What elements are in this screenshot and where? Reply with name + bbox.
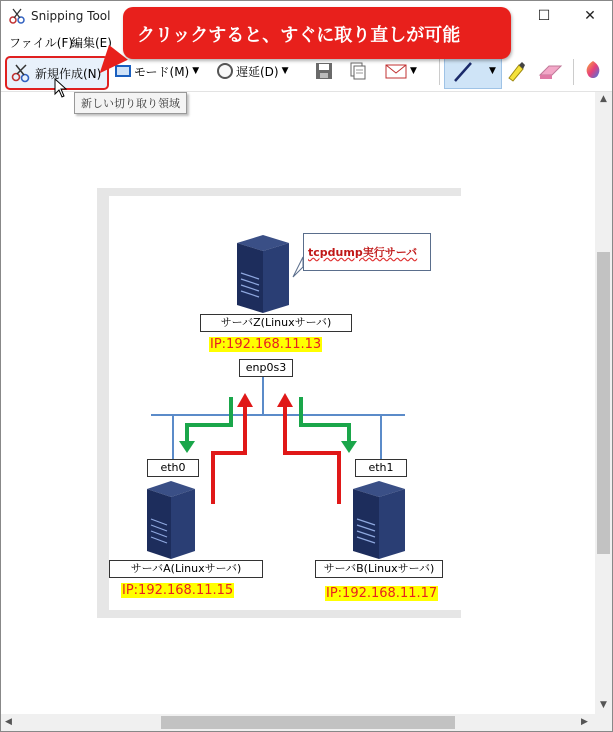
server-a-icon	[147, 481, 195, 559]
arrow-head	[277, 393, 293, 407]
new-snip-label: 新規作成(N)	[35, 66, 102, 81]
vertical-scroll-thumb[interactable]	[597, 252, 610, 554]
tcpdump-callout	[303, 233, 431, 271]
window-title: Snipping Tool	[31, 9, 111, 23]
server-a-ip: IP:192.168.11.15	[122, 583, 234, 598]
server-a-label: サーバA(Linuxサーバ)	[109, 560, 263, 578]
arrow-head	[341, 441, 357, 453]
tcpdump-callout-pointer	[293, 257, 303, 277]
vertical-scrollbar[interactable]	[595, 92, 612, 714]
menu-file[interactable]: ファイル(F)	[9, 36, 74, 50]
server-b-icon	[353, 481, 405, 559]
green-arrow-right	[301, 397, 349, 443]
mouse-cursor-icon	[54, 78, 68, 98]
arrow-head	[237, 393, 253, 407]
tcpdump-label: tcpdump実行サーバ	[308, 246, 418, 259]
chevron-down-icon: ▼	[192, 66, 200, 76]
server-b-ip: IP:192.168.11.17	[326, 586, 438, 601]
server-z-ip: IP:192.168.11.13	[210, 337, 322, 352]
server-b-label: サーバB(Linuxサーバ)	[315, 560, 443, 578]
server-z-icon	[237, 235, 289, 313]
server-z-interface: enp0s3	[239, 359, 293, 377]
delay-label: 遅延(D)	[236, 64, 279, 79]
green-arrow-left	[187, 397, 231, 443]
server-a-interface: eth0	[147, 459, 199, 477]
server-z-label: サーバZ(Linuxサーバ)	[200, 314, 352, 332]
close-button[interactable]: ✕	[584, 8, 596, 24]
chevron-down-icon: ▼	[281, 66, 289, 76]
arrow-head	[179, 441, 195, 453]
horizontal-scrollbar[interactable]	[1, 714, 595, 731]
chevron-down-icon: ▼	[410, 66, 417, 76]
horizontal-scroll-thumb[interactable]	[161, 716, 455, 729]
annotation-callout	[123, 7, 511, 59]
new-snip-tooltip: 新しい切り取り領域	[74, 92, 187, 114]
chevron-down-icon: ▼	[489, 66, 496, 76]
scroll-up-icon[interactable]: ▲	[600, 94, 607, 104]
scrollbar-corner	[595, 714, 612, 731]
callout-text: クリックすると、すぐに取り直しが可能	[137, 25, 461, 46]
menu-edit[interactable]: 編集(E)	[71, 36, 112, 50]
server-b-interface: eth1	[355, 459, 407, 477]
red-arrow-right	[285, 405, 339, 504]
maximize-button[interactable]: ☐	[537, 8, 551, 24]
scroll-left-icon[interactable]: ◀	[5, 717, 12, 727]
scroll-right-icon[interactable]: ▶	[581, 717, 588, 727]
mode-label: モード(M)	[134, 64, 190, 79]
scroll-down-icon[interactable]: ▼	[600, 700, 607, 710]
